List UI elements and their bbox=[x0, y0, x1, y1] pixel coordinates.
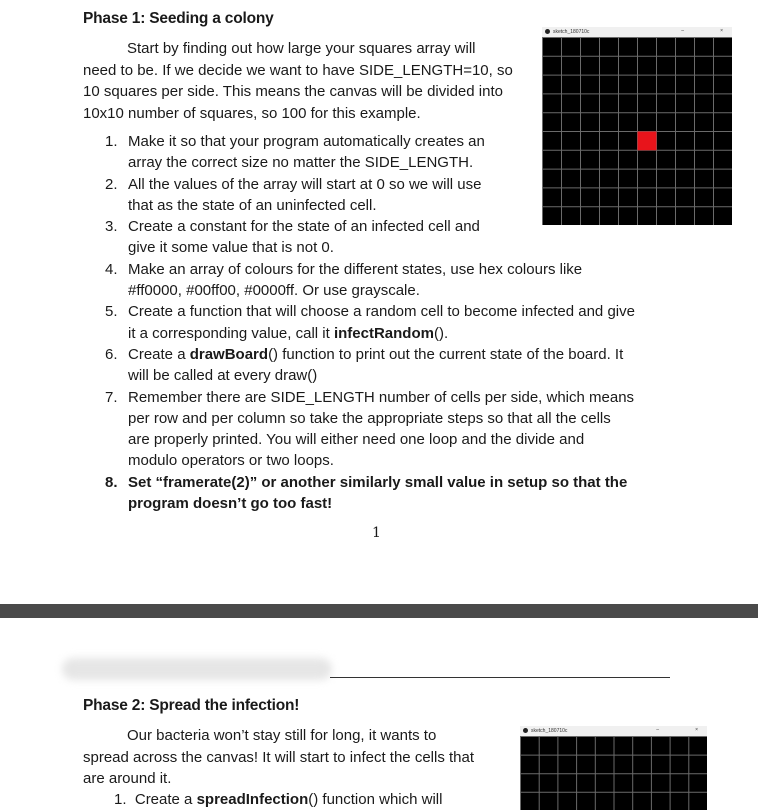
minimize-icon: – bbox=[656, 727, 659, 733]
processing-app-icon bbox=[523, 728, 528, 733]
intro-line: 10x10 number of squares, so 100 for this example. bbox=[83, 104, 421, 122]
close-icon: × bbox=[720, 28, 723, 34]
step-6: 6. Create a drawBoard() function to print out the current state of the board. It will be called at every draw() bbox=[105, 345, 624, 385]
sketch-title: sketch_180710c bbox=[531, 728, 568, 734]
page-number: 1 bbox=[372, 525, 381, 541]
colony-grid bbox=[520, 736, 707, 810]
code-infectRandom: infectRandom bbox=[333, 324, 434, 342]
phase2-step-1: 1. Create a spreadInfection() function which will bbox=[114, 791, 443, 808]
intro-line: are around it. bbox=[83, 770, 172, 787]
intro-line: need to be. If we decide we want to have SIDE_LENGTH=10, so bbox=[83, 61, 513, 79]
sketch-titlebar bbox=[520, 726, 707, 736]
step-1: 1. Make it so that your program automatically creates an array the correct size no matter the SIDE_LENGTH. bbox=[105, 133, 485, 172]
redacted-name bbox=[62, 658, 332, 680]
step-8: 8. Set “framerate(2)” or another similarly small value in setup so that the program doesn’t go too fast! bbox=[105, 473, 628, 513]
processing-app-icon bbox=[545, 29, 550, 34]
intro-line: Our bacteria won’t stay still for long, it wants to bbox=[127, 727, 437, 744]
intro-line: Start by finding out how large your squares array will bbox=[127, 40, 476, 57]
code-spreadInfection: spreadInfection bbox=[196, 791, 309, 808]
infected-cell bbox=[638, 132, 657, 151]
sketch-window-screenshot bbox=[520, 726, 707, 810]
sketch-titlebar bbox=[542, 27, 732, 37]
step-5: 5. Create a function that will choose a random cell to become infected and give it a corresponding value, call it infectRandom(). bbox=[105, 303, 635, 342]
page-separator bbox=[0, 604, 758, 618]
step-2: 2. All the values of the array will start at 0 so we will use that as the state of an uninfected cell. bbox=[105, 175, 482, 214]
signature-line bbox=[330, 677, 670, 678]
minimize-icon: – bbox=[681, 28, 684, 34]
phase2-intro bbox=[83, 725, 474, 790]
phase1-intro bbox=[83, 38, 513, 124]
code-drawBoard: drawBoard bbox=[189, 345, 269, 363]
sketch-title: sketch_180710c bbox=[553, 29, 590, 35]
phase2-heading: Phase 2: Spread the infection! bbox=[83, 697, 300, 714]
step-7: 7. Remember there are SIDE_LENGTH number of cells per side, which means per row and per column so take the appropriate steps so that all the cells are properly printed. You will either need one loop and the divide and modulo operators or two loops. bbox=[105, 388, 635, 470]
intro-line: 10 squares per side. This means the canvas will be divided into bbox=[83, 83, 503, 100]
sketch-window-screenshot bbox=[542, 27, 732, 225]
phase1-heading: Phase 1: Seeding a colony bbox=[83, 10, 274, 27]
document-page-2 bbox=[0, 618, 758, 810]
intro-line: spread across the canvas! It will start to infect the cells that bbox=[83, 748, 475, 766]
step-4: 4. Make an array of colours for the different states, use hex colours like #ff0000, #00ff00, #0000ff. Or use grayscale. bbox=[105, 260, 583, 300]
step-3: 3. Create a constant for the state of an infected cell and give it some value that is not 0. bbox=[105, 218, 480, 257]
colony-grid bbox=[542, 37, 732, 225]
close-icon: × bbox=[695, 727, 698, 733]
